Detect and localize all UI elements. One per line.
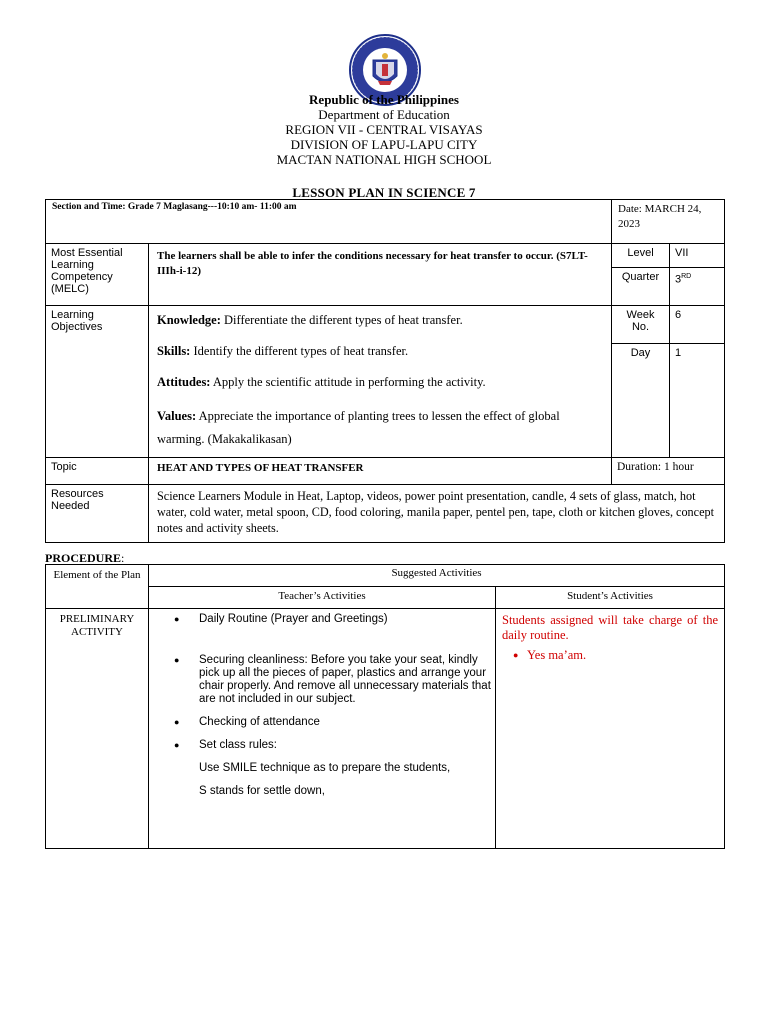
element-preliminary: PRELIMINARY ACTIVITY bbox=[46, 609, 149, 849]
skills-label: Skills: bbox=[157, 344, 191, 358]
lesson-plan-title: LESSON PLAN IN SCIENCE 7 bbox=[292, 185, 476, 200]
student-activities bbox=[496, 609, 725, 849]
lesson-date: Date: MARCH 24, 2023 bbox=[612, 200, 725, 244]
objectives-content bbox=[149, 306, 612, 458]
teacher-item: ● Checking of attendance bbox=[199, 716, 495, 729]
header-republic: Republic of the Philippines bbox=[309, 92, 459, 107]
duration: Duration: 1 hour bbox=[612, 458, 725, 485]
header-region: REGION VII - CENTRAL VISAYAS bbox=[285, 122, 483, 137]
teacher-extra: S stands for settle down, bbox=[199, 785, 325, 797]
student-text: Students assigned will take charge of the daily routine. bbox=[502, 613, 719, 642]
week-value: 6 bbox=[670, 306, 725, 344]
teacher-item: ● Daily Routine (Prayer and Greetings) bbox=[199, 613, 495, 626]
resources-label: Resources Needed bbox=[46, 485, 149, 543]
element-header: Element of the Plan bbox=[46, 565, 149, 609]
quarter-value bbox=[670, 268, 725, 306]
teacher-extra: Use SMILE technique as to prepare the students, bbox=[199, 762, 451, 774]
quarter-label: Quarter bbox=[612, 268, 670, 306]
knowledge-label: Knowledge: bbox=[157, 313, 221, 327]
day-label: Day bbox=[612, 343, 670, 457]
header-department: Department of Education bbox=[318, 107, 450, 122]
procedure-table bbox=[45, 564, 725, 849]
week-label: Week No. bbox=[612, 306, 670, 344]
teacher-item: ● Set class rules: bbox=[199, 739, 495, 752]
teacher-header: Teacher’s Activities bbox=[149, 587, 496, 609]
quarter-number: 3 bbox=[675, 273, 682, 286]
topic-value: HEAT AND TYPES OF HEAT TRANSFER bbox=[149, 458, 612, 485]
values-label: Values: bbox=[157, 409, 197, 423]
objectives-label: Learning Objectives bbox=[46, 306, 149, 458]
teacher-item: ● Securing cleanliness: Before you take your seat, kindly pick up all the pieces of paper, plastics and arrange your chair properly. And remove all unnecessary materials that are not included in our subject. bbox=[199, 654, 495, 706]
procedure-colon: : bbox=[121, 551, 125, 565]
level-label: Level bbox=[612, 244, 670, 268]
melc-text: The learners shall be able to infer the conditions necessary for heat transfer to occur. (S7LT-IIIh-i-12) bbox=[149, 244, 612, 306]
resources-value: Science Learners Module in Heat, Laptop, videos, power point presentation, candle, 4 sets of glass, match, hot water, cold water, metal spoon, CD, food coloring, manila paper, pentel pen, tape, cloth or kitchen gloves, concept notes and activity sheets. bbox=[149, 485, 725, 543]
lesson-info-table bbox=[45, 199, 725, 543]
values-text: Appreciate the importance of planting trees to lessen the effect of global warming. (Makakalikasan) bbox=[157, 409, 560, 446]
section-time: Section and Time: Grade 7 Maglasang---10:10 am- 11:00 am bbox=[46, 200, 612, 244]
procedure-heading: PROCEDURE bbox=[45, 551, 122, 565]
document-header bbox=[0, 92, 768, 167]
quarter-suffix: RD bbox=[681, 273, 692, 280]
student-item: ● Yes ma’am. bbox=[527, 649, 718, 662]
level-value: VII bbox=[670, 244, 725, 268]
melc-label: Most Essential Learning Competency (MELC) bbox=[46, 244, 149, 306]
day-value: 1 bbox=[670, 343, 725, 457]
header-division: DIVISION OF LAPU-LAPU CITY bbox=[290, 137, 478, 152]
header-school: MACTAN NATIONAL HIGH SCHOOL bbox=[276, 152, 492, 167]
skills-text: Identify the different types of heat transfer. bbox=[190, 344, 409, 358]
student-header: Student’s Activities bbox=[496, 587, 725, 609]
topic-label: Topic bbox=[46, 458, 149, 485]
teacher-activities bbox=[149, 609, 496, 849]
attitudes-text: Apply the scientific attitude in performing the activity. bbox=[210, 375, 486, 389]
knowledge-text: Differentiate the different types of heat transfer. bbox=[220, 313, 463, 327]
attitudes-label: Attitudes: bbox=[157, 375, 211, 389]
suggested-header: Suggested Activities bbox=[149, 565, 725, 587]
